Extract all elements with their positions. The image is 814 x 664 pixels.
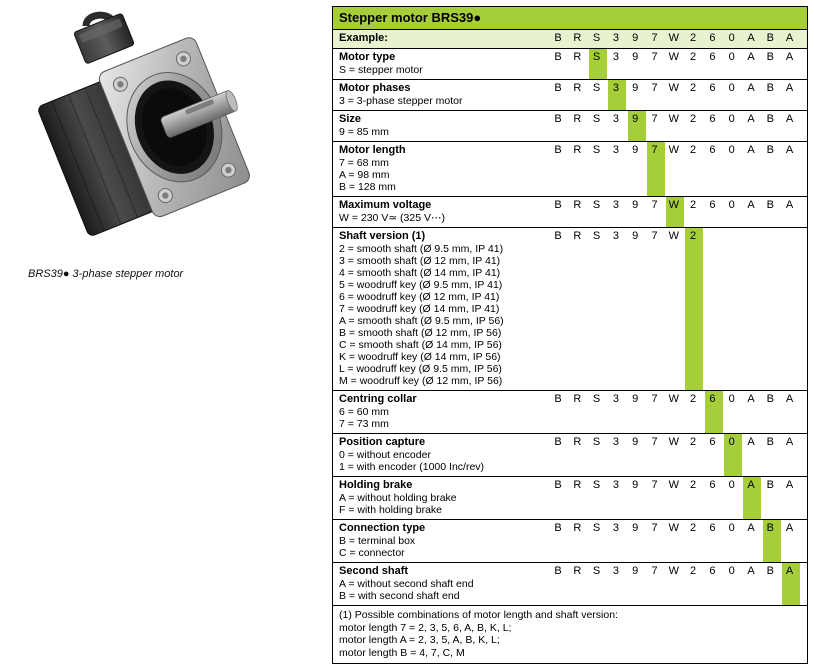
code-cell: 7 [651, 436, 658, 448]
row-option: B = terminal box [339, 535, 416, 547]
code-cell: 3 [612, 393, 619, 405]
code-cell: 0 [728, 113, 735, 125]
code-cell: W [668, 565, 679, 577]
code-cell: A [747, 51, 755, 63]
row-header-maximum-voltage: Maximum voltage [339, 199, 432, 211]
code-cell: 7 [651, 51, 658, 63]
code-cell: B [766, 199, 774, 211]
code-cell: 7 [651, 230, 658, 242]
code-cell: S [592, 479, 601, 491]
code-cell: 2 [690, 51, 697, 63]
footnote-line: (1) Possible combinations of motor length and shaft version: [339, 609, 618, 621]
code-cell: R [573, 230, 582, 242]
code-cell: 7 [651, 113, 658, 125]
code-cell: 3 [612, 522, 619, 534]
row-header-motor-type: Motor type [339, 51, 396, 63]
row-option: A = smooth shaft (Ø 9.5 mm, IP 56) [339, 315, 504, 327]
code-cell: B [766, 113, 774, 125]
footnote-line: motor length B = 4, 7, C, M [339, 646, 465, 659]
code-cell: S [592, 230, 601, 242]
row-option: 3 = 3-phase stepper motor [339, 95, 463, 107]
code-cell: W [668, 522, 679, 534]
row-description-connection-type [339, 522, 551, 559]
code-cell: 3 [612, 82, 619, 94]
row-description-size [339, 113, 551, 138]
code-cell: 7 [651, 82, 658, 94]
code-cell: B [554, 436, 562, 448]
code-cell: 3 [612, 51, 619, 63]
code-cell: B [554, 565, 562, 577]
code-cell: 9 [632, 144, 639, 156]
code-cell: 0 [728, 436, 735, 448]
code-cell: A [785, 479, 794, 491]
row-header-example: Example: [339, 32, 388, 44]
code-cell: B [766, 32, 774, 44]
code-cell: 0 [728, 393, 735, 405]
code-cell: B [554, 230, 562, 242]
row-option: 2 = smooth shaft (Ø 9.5 mm, IP 41) [339, 243, 504, 255]
code-cell: R [573, 522, 582, 534]
code-cell: 9 [632, 479, 639, 491]
code-cell: 0 [728, 479, 735, 491]
code-cell: 3 [612, 32, 619, 44]
code-cell: 3 [612, 479, 619, 491]
code-cell: 2 [690, 144, 697, 156]
table-row-second-shaft [333, 563, 807, 605]
code-cell: S [592, 113, 601, 125]
code-cell: 2 [690, 565, 697, 577]
row-codes-motor-length [549, 142, 807, 196]
row-header-second-shaft: Second shaft [339, 565, 409, 577]
row-header-motor-phases: Motor phases [339, 82, 411, 94]
row-header-position-capture: Position capture [339, 436, 426, 448]
row-codes-example [549, 30, 807, 48]
row-option: C = smooth shaft (Ø 14 mm, IP 56) [339, 339, 502, 351]
row-header-size: Size [339, 113, 362, 125]
code-cell: A [747, 82, 755, 94]
code-cell: W [668, 82, 679, 94]
code-cell: 6 [709, 51, 716, 63]
row-description-motor-type [339, 51, 551, 76]
code-cell: R [573, 393, 582, 405]
row-option: 7 = 73 mm [339, 418, 389, 430]
table-row-holding-brake [333, 477, 807, 520]
code-cell: A [785, 522, 794, 534]
code-cell: R [573, 565, 582, 577]
table-title: Stepper motor BRS39● [333, 7, 807, 30]
code-cell: 7 [651, 479, 658, 491]
row-codes-holding-brake [549, 477, 807, 519]
row-option: 4 = smooth shaft (Ø 14 mm, IP 41) [339, 267, 501, 279]
code-cell: 6 [709, 199, 716, 211]
code-cell: B [554, 51, 562, 63]
row-option: A = without second shaft end [339, 578, 474, 590]
code-cell: W [668, 113, 679, 125]
code-cell: 7 [651, 393, 658, 405]
row-description-maximum-voltage [339, 199, 551, 224]
code-cell: A [785, 393, 794, 405]
row-option: 5 = woodruff key (Ø 9.5 mm, IP 41) [339, 279, 503, 291]
code-cell: 2 [690, 393, 697, 405]
code-cell: 0 [728, 32, 735, 44]
row-description-centring-collar [339, 393, 551, 430]
code-cell: A [747, 436, 755, 448]
row-option: M = woodruff key (Ø 12 mm, IP 56) [339, 375, 503, 387]
code-cell: 7 [651, 144, 658, 156]
code-cell: 7 [651, 565, 658, 577]
code-cell: A [785, 51, 794, 63]
code-cell: B [554, 32, 562, 44]
table-row-centring-collar [333, 391, 807, 434]
figure-caption: BRS39● 3-phase stepper motor [28, 268, 184, 280]
code-cell: 9 [632, 82, 639, 94]
code-cell: S [592, 199, 601, 211]
code-cell: W [668, 32, 679, 44]
code-cell: 2 [690, 32, 697, 44]
code-cell: R [573, 113, 582, 125]
code-cell: 2 [690, 113, 697, 125]
code-cell: B [554, 199, 562, 211]
code-cell: 9 [632, 522, 639, 534]
code-cell: 6 [709, 436, 716, 448]
row-description-example [339, 32, 551, 45]
row-codes-shaft-version [549, 228, 807, 390]
code-cell: W [668, 230, 679, 242]
table-row-example [333, 30, 807, 49]
order-code-table [332, 6, 808, 664]
row-header-shaft-version: Shaft version (1) [339, 230, 426, 242]
code-cell: A [747, 393, 755, 405]
row-codes-maximum-voltage [549, 197, 807, 227]
row-codes-centring-collar [549, 391, 807, 433]
code-cell: 6 [709, 393, 716, 405]
code-cell: S [592, 32, 601, 44]
code-cell: 6 [709, 82, 716, 94]
code-cell: A [747, 113, 755, 125]
code-cell: 2 [690, 199, 697, 211]
code-cell: B [766, 479, 774, 491]
code-cell: A [785, 199, 794, 211]
row-option: B = with second shaft end [339, 590, 460, 602]
code-cell: R [573, 436, 582, 448]
table-row-motor-phases [333, 80, 807, 111]
stepper-motor-graphic [20, 8, 310, 258]
code-cell: 9 [632, 113, 639, 125]
row-codes-second-shaft [549, 563, 807, 605]
code-cell: A [785, 144, 794, 156]
code-cell: B [766, 144, 774, 156]
table-row-connection-type [333, 520, 807, 563]
code-cell: S [592, 82, 601, 94]
row-header-holding-brake: Holding brake [339, 479, 413, 491]
row-option: 0 = without encoder [339, 449, 431, 461]
code-cell: B [766, 436, 774, 448]
code-cell: 9 [632, 230, 639, 242]
code-cell: 7 [651, 32, 658, 44]
row-option: 7 = 68 mm [339, 157, 389, 169]
code-cell: 7 [651, 199, 658, 211]
code-cell: B [554, 393, 562, 405]
code-cell: 0 [728, 82, 735, 94]
code-cell: B [554, 144, 562, 156]
row-codes-motor-phases [549, 80, 807, 110]
code-cell: R [573, 199, 582, 211]
table-row-size [333, 111, 807, 142]
code-cell: B [766, 51, 774, 63]
code-cell: 3 [612, 144, 619, 156]
row-description-motor-phases [339, 82, 551, 107]
code-cell: A [747, 479, 755, 491]
row-header-centring-collar: Centring collar [339, 393, 417, 405]
code-cell: 2 [690, 436, 697, 448]
row-description-second-shaft [339, 565, 551, 602]
code-cell: 3 [612, 199, 619, 211]
code-cell: A [785, 82, 794, 94]
row-option: 9 = 85 mm [339, 126, 389, 138]
code-cell: W [668, 479, 679, 491]
table-row-shaft-version [333, 228, 807, 391]
code-cell: S [592, 522, 601, 534]
code-cell: 2 [690, 230, 697, 242]
code-cell: 2 [690, 522, 697, 534]
row-option: C = connector [339, 547, 405, 559]
row-option: 7 = woodruff key (Ø 14 mm, IP 41) [339, 303, 500, 315]
code-cell: W [668, 144, 679, 156]
code-cell: 3 [612, 113, 619, 125]
code-cell: S [592, 144, 601, 156]
code-cell: A [747, 565, 755, 577]
code-cell: R [573, 32, 582, 44]
code-cell: A [747, 199, 755, 211]
row-option: F = with holding brake [339, 504, 443, 516]
footnote-line: motor length A = 2, 3, 5, A, B, K, L; [339, 634, 500, 646]
code-cell: 9 [632, 32, 639, 44]
row-codes-size [549, 111, 807, 141]
code-cell: 0 [728, 144, 735, 156]
code-cell: 6 [709, 522, 716, 534]
row-option: B = smooth shaft (Ø 12 mm, IP 56) [339, 327, 502, 339]
illustration-panel [0, 0, 330, 624]
code-cell: B [766, 522, 774, 534]
code-cell: A [747, 522, 755, 534]
table-rows [333, 30, 807, 605]
code-cell: S [592, 565, 601, 577]
code-cell: R [573, 144, 582, 156]
row-codes-connection-type [549, 520, 807, 562]
row-option: A = without holding brake [339, 492, 457, 504]
code-cell: 2 [690, 479, 697, 491]
code-cell: 0 [728, 522, 735, 534]
code-cell: 6 [709, 32, 716, 44]
code-cell: B [554, 113, 562, 125]
code-cell: S [592, 436, 601, 448]
row-option: K = woodruff key (Ø 14 mm, IP 56) [339, 351, 501, 363]
row-description-motor-length [339, 144, 551, 193]
code-cell: 7 [651, 522, 658, 534]
row-option: 3 = smooth shaft (Ø 12 mm, IP 41) [339, 255, 501, 267]
code-cell: W [668, 393, 679, 405]
code-cell: B [766, 393, 774, 405]
code-cell: A [785, 113, 794, 125]
code-cell: R [573, 51, 582, 63]
row-option: A = 98 mm [339, 169, 390, 181]
row-codes-position-capture [549, 434, 807, 476]
row-option: 6 = woodruff key (Ø 12 mm, IP 41) [339, 291, 500, 303]
row-codes-motor-type [549, 49, 807, 79]
code-cell: 0 [728, 199, 735, 211]
motor-photo [20, 8, 310, 258]
row-option: L = woodruff key (Ø 9.5 mm, IP 56) [339, 363, 502, 375]
row-description-holding-brake [339, 479, 551, 516]
code-cell: W [668, 436, 679, 448]
code-cell: 0 [728, 565, 735, 577]
code-cell: 9 [632, 436, 639, 448]
row-option: 1 = with encoder (1000 Inc/rev) [339, 461, 485, 473]
code-cell: 6 [709, 565, 716, 577]
row-option: 6 = 60 mm [339, 406, 389, 418]
row-option: W = 230 V≃ (325 V⋯) [339, 212, 445, 224]
footnote-line: motor length 7 = 2, 3, 5, 6, A, B, K, L; [339, 621, 512, 634]
code-cell: 3 [612, 565, 619, 577]
table-footnote [333, 605, 807, 663]
code-cell: 6 [709, 479, 716, 491]
code-cell: B [554, 82, 562, 94]
table-row-maximum-voltage [333, 197, 807, 228]
table-row-motor-length [333, 142, 807, 197]
code-cell: A [747, 32, 755, 44]
table-row-position-capture [333, 434, 807, 477]
row-option: B = 128 mm [339, 181, 396, 193]
code-cell: A [785, 436, 794, 448]
code-cell: 2 [690, 82, 697, 94]
code-cell: S [592, 393, 601, 405]
code-cell: 9 [632, 565, 639, 577]
code-cell: 6 [709, 113, 716, 125]
code-cell: 3 [612, 436, 619, 448]
code-cell: B [554, 522, 562, 534]
code-cell: 9 [632, 199, 639, 211]
row-description-shaft-version [339, 230, 551, 387]
row-option: S = stepper motor [339, 64, 423, 76]
row-description-position-capture [339, 436, 551, 473]
code-cell: B [766, 565, 774, 577]
code-cell: A [785, 565, 794, 577]
code-cell: A [785, 32, 794, 44]
code-cell: 9 [632, 393, 639, 405]
code-cell: B [554, 479, 562, 491]
row-header-motor-length: Motor length [339, 144, 406, 156]
code-cell: R [573, 479, 582, 491]
code-cell: B [766, 82, 774, 94]
code-cell: R [573, 82, 582, 94]
code-cell: S [592, 51, 601, 63]
code-cell: W [668, 199, 679, 211]
code-cell: 9 [632, 51, 639, 63]
code-cell: 3 [612, 230, 619, 242]
table-row-motor-type [333, 49, 807, 80]
code-cell: 0 [728, 51, 735, 63]
row-header-connection-type: Connection type [339, 522, 426, 534]
code-cell: A [747, 144, 755, 156]
code-cell: W [668, 51, 679, 63]
code-cell: 6 [709, 144, 716, 156]
